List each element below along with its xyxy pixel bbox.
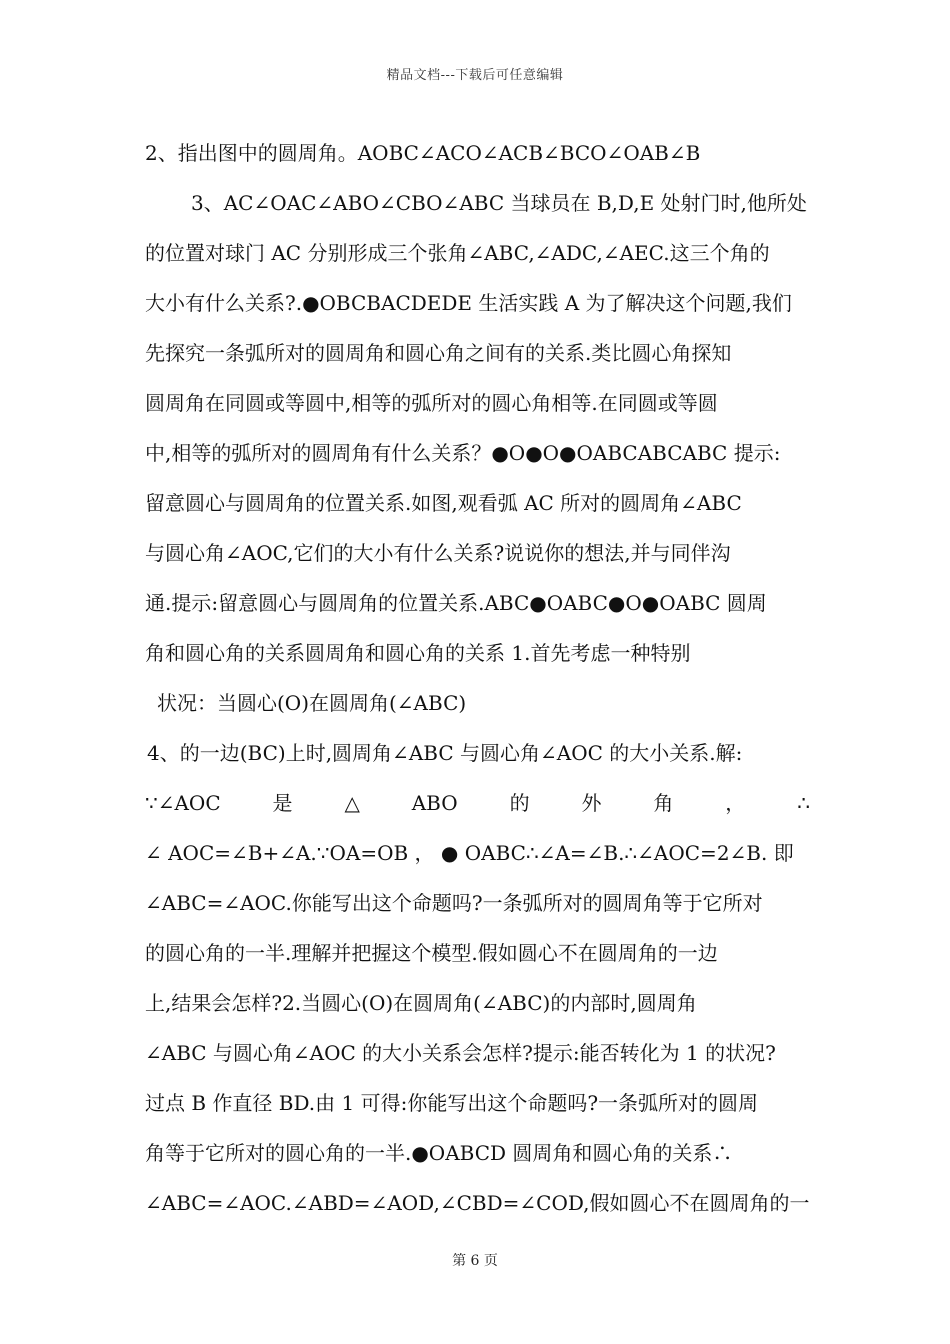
spread-word: 角 [653,791,674,815]
text-line-21: 角等于它所对的圆心角的一半.●OABCD 圆周角和圆心角的关系∴ [145,1141,733,1165]
spread-word: ABO [411,791,458,815]
text-line-5: 先探究一条弧所对的圆周角和圆心角之间有的关系.类比圆心角探知 [145,341,732,365]
text-line-4: 大小有什么关系?.●OBCBACDEDE 生活实践 A 为了解决这个问题,我们 [145,291,792,315]
text-line-19: ∠ABC 与圆心角∠AOC 的大小关系会怎样?提示:能否转化为 1 的状况? [145,1041,776,1065]
spread-word: 外 [581,791,602,815]
text-line-15: ∠ AOC=∠B+∠A.∵OA=OB ， ● OABC∴∠A=∠B.∴∠AOC=2∠B. 即 [145,841,794,865]
page-number: 第 6 页 [452,1253,498,1269]
text-line-9: 与圆心角∠AOC,它们的大小有什么关系?说说你的想法,并与同伴沟 [145,541,731,565]
text-line-17: 的圆心角的一半.理解并把握这个模型.假如圆心不在圆周角的一边 [145,941,718,965]
text-line-18: 上,结果会怎样?2.当圆心(O)在圆周角(∠ABC)的内部时,圆周角 [145,991,697,1015]
text-line-13: 4、的一边(BC)上时,圆周角∠ABC 与圆心角∠AOC 的大小关系.解: [147,741,743,765]
text-line-2: 3、AC∠OAC∠ABO∠CBO∠ABC 当球员在 B,D,E 处射门时,他所处 [191,191,807,215]
text-line-10: 通.提示:留意圆心与圆周角的位置关系.ABC●OABC●O●OABC 圆周 [145,591,767,615]
spread-word: ∵∠AOC [145,791,221,815]
text-line-20: 过点 B 作直径 BD.由 1 可得:你能写出这个命题吗?一条弧所对的圆周 [145,1091,759,1115]
text-line-6: 圆周角在同圆或等圆中,相等的弧所对的圆心角相等.在同圆或等圆 [145,391,718,415]
text-line-8: 留意圆心与圆周角的位置关系.如图,观看弧 AC 所对的圆周角∠ABC [145,491,742,515]
spread-word: △ [344,791,360,815]
spread-word: 的 [509,791,530,815]
page-header: 精品文档---下载后可任意编辑 [386,68,564,83]
text-line-12: 状况：当圆心(O)在圆周角(∠ABC) [157,691,467,715]
text-line-22: ∠ABC=∠AOC.∠ABD=∠AOD,∠CBD=∠COD,假如圆心不在圆周角的一 [145,1191,810,1215]
spread-word: ∴ [797,791,810,815]
text-line-14-spread [145,778,810,828]
text-line-11: 角和圆心角的关系圆周角和圆心角的关系 1.首先考虑一种特别 [145,641,691,665]
text-line-3: 的位置对球门 AC 分别形成三个张角∠ABC,∠ADC,∠AEC.这三个角的 [145,241,770,265]
spread-word: ， [725,791,746,815]
document-body [145,128,810,1228]
spread-word: 是 [272,791,293,815]
text-line-1: 2、指出图中的圆周角。AOBC∠ACO∠ACB∠BCO∠OAB∠B [145,141,701,165]
text-line-7: 中,相等的弧所对的圆周角有什么关系？●O●O●OABCABCABC 提示: [145,441,781,465]
text-line-16: ∠ABC=∠AOC.你能写出这个命题吗?一条弧所对的圆周角等于它所对 [145,891,763,915]
